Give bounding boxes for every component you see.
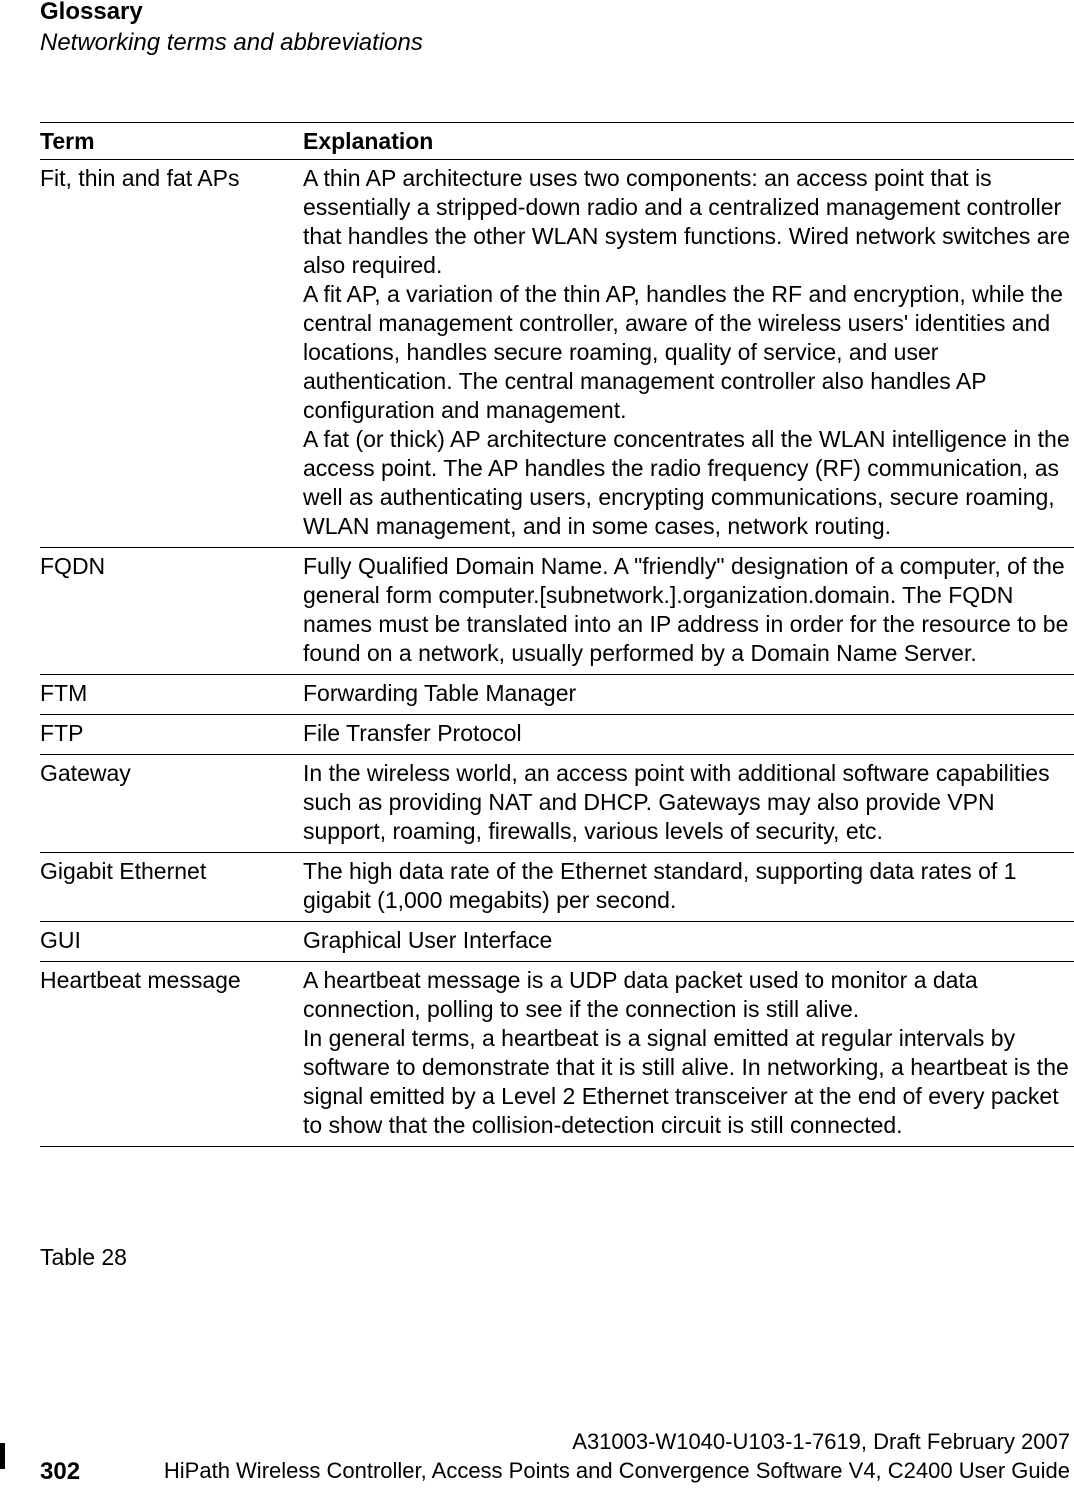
term-cell: FQDN xyxy=(40,548,303,675)
explanation-paragraph: The high data rate of the Ethernet standard, supporting data rates of 1 gigabit (1,000 megabits) per second. xyxy=(303,858,1017,913)
table-row xyxy=(40,755,1074,853)
explanation-paragraph: Graphical User Interface xyxy=(303,927,553,953)
change-bar xyxy=(0,1443,5,1469)
explanation-paragraph: File Transfer Protocol xyxy=(303,720,522,746)
explanation-cell xyxy=(303,755,1074,853)
table-caption: Table 28 xyxy=(40,1244,127,1270)
explanation-cell xyxy=(303,853,1074,922)
table-row xyxy=(40,160,1074,548)
explanation-cell xyxy=(303,922,1074,962)
explanation-cell xyxy=(303,715,1074,755)
term-cell: Fit, thin and fat APs xyxy=(40,160,303,548)
explanation-paragraph: A heartbeat message is a UDP data packet used to monitor a data connection, polling to see if the connection is still alive. xyxy=(303,967,978,1022)
explanation-cell xyxy=(303,548,1074,675)
column-header-term: Term xyxy=(40,123,303,160)
term-cell: GUI xyxy=(40,922,303,962)
explanation-paragraph: A fat (or thick) AP architecture concentrates all the WLAN intelligence in the access point. The AP handles the radio frequency (RF) communication, as well as authenticating users, encrypting communications, secure roaming, WLAN management, and in some cases, network routing. xyxy=(303,426,1070,539)
page-number: 302 xyxy=(40,1458,81,1485)
term-cell: FTP xyxy=(40,715,303,755)
footer-doc-title: HiPath Wireless Controller, Access Points and Convergence Software V4, C2400 User Guide xyxy=(163,1458,1070,1483)
term-cell: FTM xyxy=(40,675,303,715)
explanation-cell xyxy=(303,962,1074,1147)
explanation-paragraph: A thin AP architecture uses two components: an access point that is essentially a stripped-down radio and a centralized management controller that handles the other WLAN system functions. Wired network switches are also required. xyxy=(303,165,1070,278)
explanation-paragraph: A fit AP, a variation of the thin AP, handles the RF and encryption, while the central management controller, aware of the wireless users' identities and locations, handles secure roaming, quality of service, and user authentication. The central management controller also handles AP configuration and management. xyxy=(303,281,1063,423)
term-cell: Gigabit Ethernet xyxy=(40,853,303,922)
page-title: Glossary xyxy=(40,0,143,25)
table-row xyxy=(40,548,1074,675)
table-row xyxy=(40,675,1074,715)
explanation-paragraph: In the wireless world, an access point with additional software capabilities such as providing NAT and DHCP. Gateways may also provide VPN support, roaming, firewalls, various levels of security, etc. xyxy=(303,760,1050,844)
page-subtitle: Networking terms and abbreviations xyxy=(40,29,423,56)
explanation-paragraph: Forwarding Table Manager xyxy=(303,680,577,706)
glossary-table xyxy=(40,122,1074,1147)
term-cell: Heartbeat message xyxy=(40,962,303,1147)
explanation-paragraph: Fully Qualified Domain Name. A "friendly" designation of a computer, of the general form computer.[subnetwork.].organization.domain. The FQDN names must be translated into an IP address in order for the resource to be found on a network, usually performed by a Domain Name Server. xyxy=(303,553,1069,666)
table-row xyxy=(40,922,1074,962)
explanation-cell xyxy=(303,675,1074,715)
table-row xyxy=(40,715,1074,755)
explanation-paragraph: In general terms, a heartbeat is a signal emitted at regular intervals by software to demonstrate that it is still alive. In networking, a heartbeat is the signal emitted by a Level 2 Ethernet transceiver at the end of every packet to show that the collision-detection circuit is still connected. xyxy=(303,1025,1069,1138)
table-header-row xyxy=(40,123,1074,160)
term-cell: Gateway xyxy=(40,755,303,853)
column-header-explanation: Explanation xyxy=(303,123,1074,160)
footer-doc-id: A31003-W1040-U103-1-7619, Draft February 2007 xyxy=(572,1429,1070,1454)
explanation-cell xyxy=(303,160,1074,548)
table-row xyxy=(40,853,1074,922)
table-row xyxy=(40,962,1074,1147)
